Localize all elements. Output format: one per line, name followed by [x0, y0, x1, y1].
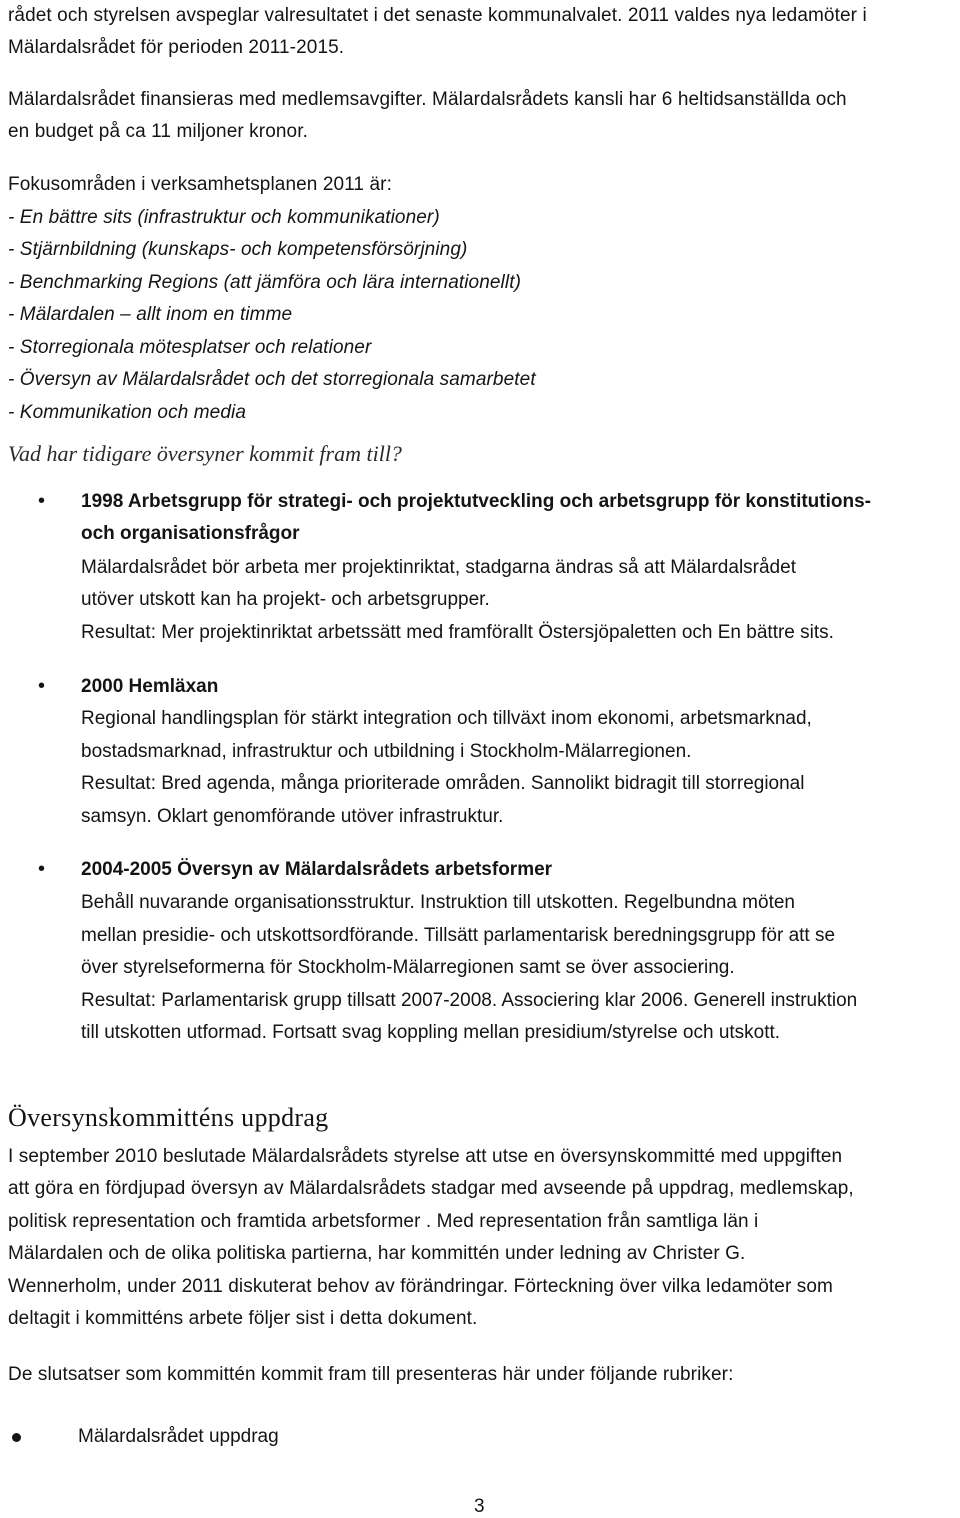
page-number: 3: [474, 1496, 485, 1517]
rubric-item: Mälardalsrådet uppdrag: [78, 1426, 279, 1447]
review-body-line: mellan presidie- och utskottsordförande. Tillsätt parlamentarisk beredningsgrupp för att se: [81, 925, 836, 946]
focus-item: - Stjärnbildning (kunskaps- och kompetensförsörjning): [8, 239, 468, 260]
presentation-line: De slutsatser som kommittén kommit fram till presenteras här under följande rubriker:: [8, 1364, 734, 1385]
review-body-line: över styrelseformerna för Stockholm-Mälarregionen samt se över associering.: [81, 957, 735, 978]
intro-line: rådet och styrelsen avspeglar valresultatet i det senaste kommunalvalet. 2011 valdes nya ledamöter i: [8, 5, 867, 26]
review-body-line: utöver utskott kan ha projekt- och arbetsgrupper.: [81, 589, 490, 610]
review-body-line: samsyn. Oklart genomförande utöver infrastruktur.: [81, 806, 504, 827]
review-body-line: Behåll nuvarande organisationsstruktur. Instruktion till utskotten. Regelbundna möten: [81, 892, 795, 913]
review-body-line: Resultat: Bred agenda, många prioriterade områden. Sannolikt bidragit till storregional: [81, 773, 805, 794]
review-body-line: bostadsmarknad, infrastruktur och utbildning i Stockholm-Mälarregionen.: [81, 741, 692, 762]
review-title: 2004-2005 Översyn av Mälardalsrådets arbetsformer: [81, 859, 553, 880]
commission-line: Wennerholm, under 2011 diskuterat behov av förändringar. Förteckning över vilka ledamöter som: [8, 1276, 833, 1297]
commission-line: I september 2010 beslutade Mälardalsrådets styrelse att utse en översynskommitté med uppgiften: [8, 1146, 843, 1167]
commission-heading: Översynskommitténs uppdrag: [8, 1103, 329, 1132]
reviews-heading: Vad har tidigare översyner kommit fram till?: [8, 441, 402, 466]
commission-line: politisk representation och framtida arbetsformer . Med representation från samtliga län i: [8, 1211, 759, 1232]
review-body-line: Resultat: Parlamentarisk grupp tillsatt 2007-2008. Associering klar 2006. Generell instruktion: [81, 990, 858, 1011]
focus-item: - Mälardalen – allt inom en timme: [8, 304, 293, 325]
review-title: 2000 Hemläxan: [81, 676, 219, 697]
bullet-icon: •: [38, 490, 46, 512]
focus-item: - Benchmarking Regions (att jämföra och lära internationellt): [8, 272, 522, 293]
focus-heading: Fokusområden i verksamhetsplanen 2011 är:: [8, 174, 392, 195]
commission-line: Mälardalen och de olika politiska partierna, har kommittén under ledning av Christer G.: [8, 1243, 746, 1264]
review-body-line: Resultat: Mer projektinriktat arbetssätt med framförallt Östersjöpaletten och En bättre sits.: [81, 622, 834, 643]
focus-item: - Kommunikation och media: [8, 402, 246, 423]
commission-line: att göra en fördjupad översyn av Mälardalsrådets stadgar med avseende på uppdrag, medlemskap,: [8, 1178, 854, 1199]
intro-line: Mälardalsrådet finansieras med medlemsavgifter. Mälardalsrådets kansli har 6 heltidsanställda och: [8, 89, 847, 110]
focus-item: - En bättre sits (infrastruktur och kommunikationer): [8, 207, 440, 228]
commission-line: deltagit i kommitténs arbete följer sist i detta dokument.: [8, 1308, 478, 1329]
review-title: och organisationsfrågor: [81, 523, 300, 544]
review-title: 1998 Arbetsgrupp för strategi- och projektutveckling och arbetsgrupp för konstitutions-: [81, 491, 872, 512]
focus-item: - Översyn av Mälardalsrådet och det storregionala samarbetet: [8, 369, 536, 390]
focus-item: - Storregionala mötesplatser och relationer: [8, 337, 372, 358]
intro-line: en budget på ca 11 miljoner kronor.: [8, 121, 308, 142]
bullet-icon: •: [38, 858, 46, 880]
bullet-icon: [12, 1433, 21, 1442]
review-body-line: till utskotten utformad. Fortsatt svag koppling mellan presidium/styrelse och utskott.: [81, 1022, 781, 1043]
review-body-line: Mälardalsrådet bör arbeta mer projektinriktat, stadgarna ändras så att Mälardalsrådet: [81, 557, 796, 578]
intro-line: Mälardalsrådet för perioden 2011-2015.: [8, 37, 345, 58]
bullet-icon: •: [38, 675, 46, 697]
review-body-line: Regional handlingsplan för stärkt integration och tillväxt inom ekonomi, arbetsmarknad,: [81, 708, 812, 729]
